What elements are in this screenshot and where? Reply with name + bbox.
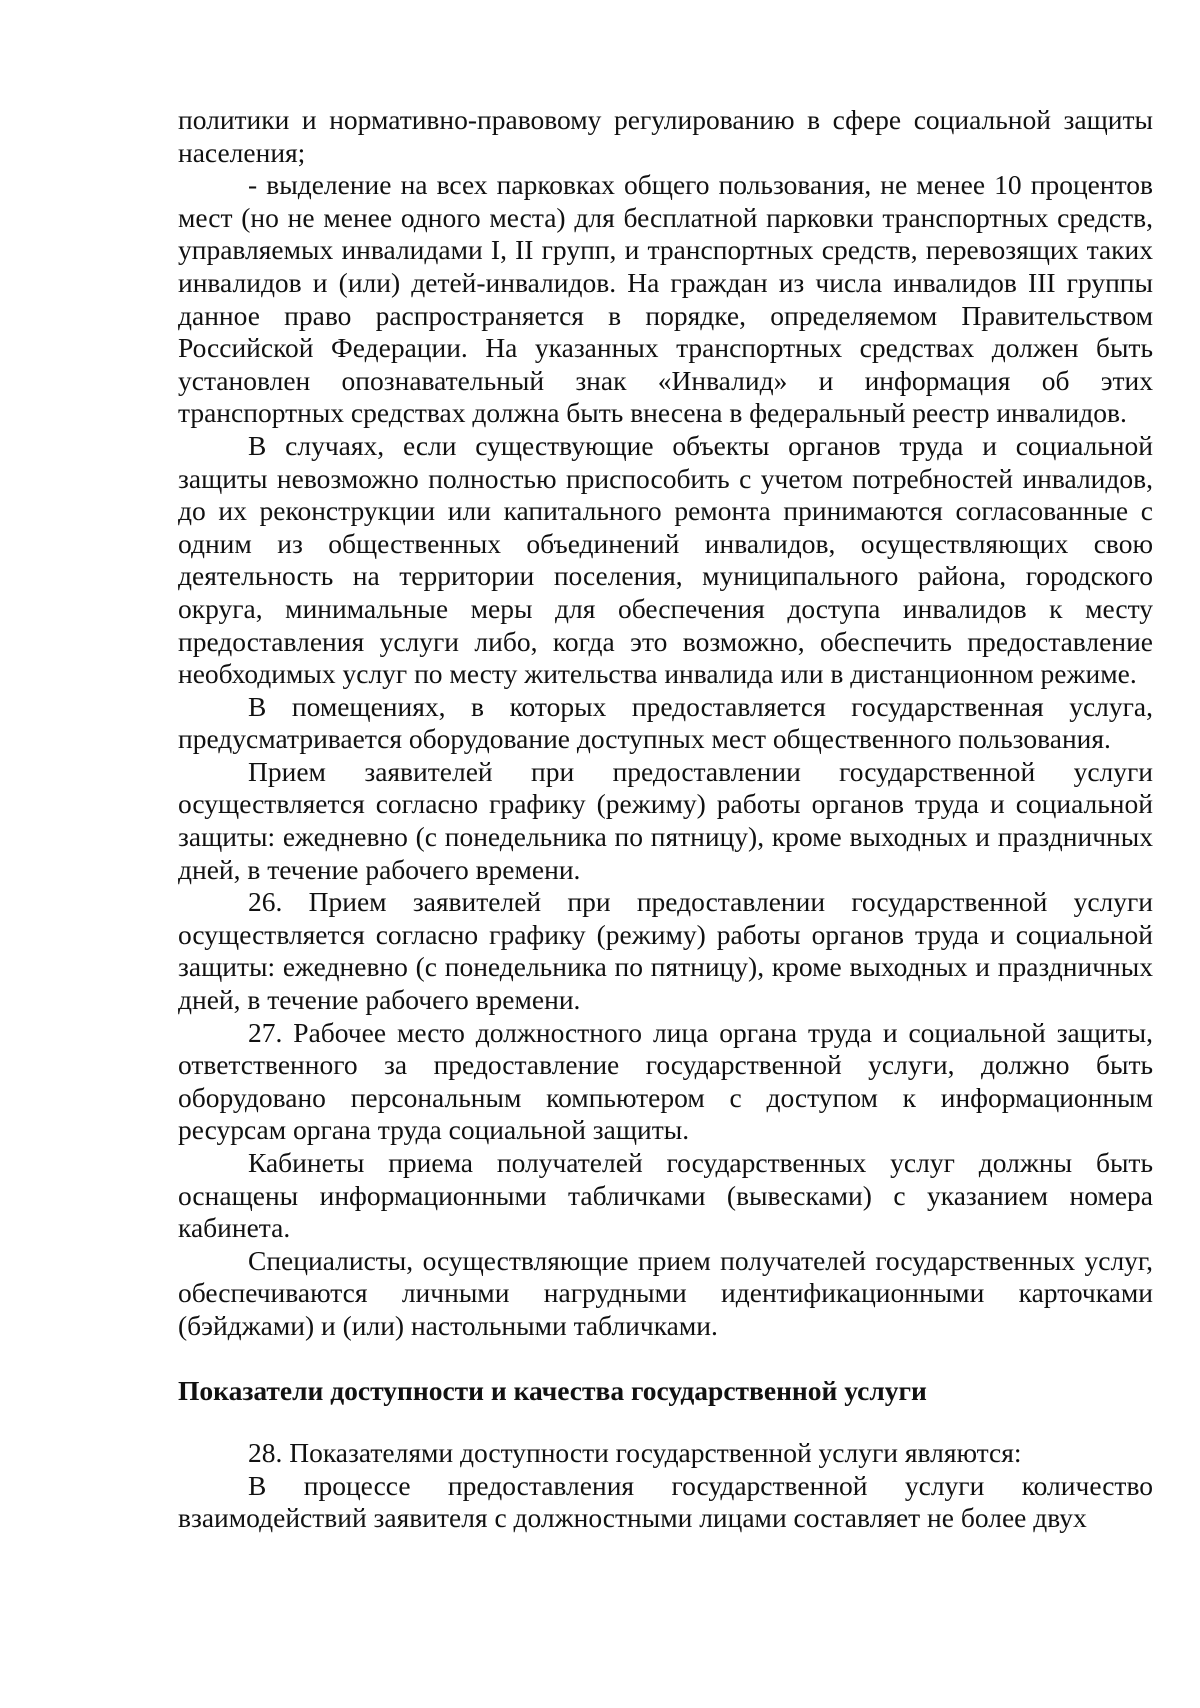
paragraph-public-places: В помещениях, в которых предоставляется государственная услуга, предусматривается оборудование доступных мест общественного пользования.	[178, 690, 1153, 755]
paragraph-item-27: 27. Рабочее место должностного лица органа труда и социальной защиты, ответственного за предоставление государственной услуги, должно быть оборудовано персональным компьютером с доступом к информационным ресурсам органа труда социальной защиты.	[178, 1016, 1153, 1146]
paragraph-parking: - выделение на всех парковках общего пользования, не менее 10 процентов мест (но не менее одного места) для бесплатной парковки транспортных средств, управляемых инвалидами I, II групп, и транспортных средств, перевозящих таких инвалидов и (или) детей-инвалидов. На граждан из числа инвалидов III группы данное право распространяется в порядке, определяемом Правительством Российской Федерации. На указанных транспортных средствах должен быть установлен опознавательный знак «Инвалид» и информация об этих транспортных средствах должна быть внесена в федеральный реестр инвалидов.	[178, 169, 1153, 429]
document-body	[178, 104, 1153, 1535]
paragraph-office-signs: Кабинеты приема получателей государственных услуг должны быть оснащены информационными табличками (вывесками) с указанием номера кабинета.	[178, 1147, 1153, 1244]
paragraph-interactions: В процессе предоставления государственной услуги количество взаимодействий заявителя с должностными лицами составляет не более двух	[178, 1469, 1153, 1534]
section-heading: Показатели доступности и качества государственной услуги	[178, 1374, 927, 1406]
paragraph-continuation: политики и нормативно-правовому регулированию в сфере социальной защиты населения;	[178, 104, 1153, 168]
paragraph-specialist-badges: Специалисты, осуществляющие прием получателей государственных услуг, обеспечиваются личными нагрудными идентификационными карточками (бэйджами) и (или) настольными табличками.	[178, 1244, 1153, 1341]
paragraph-accessibility-measures: В случаях, если существующие объекты органов труда и социальной защиты невозможно полностью приспособить с учетом потребностей инвалидов, до их реконструкции или капитального ремонта принимаются согласованные с одним из общественных объединений инвалидов, осуществляющих свою деятельность на территории поселения, муниципального района, городского округа, минимальные меры для обеспечения доступа инвалидов к месту предоставления услуги либо, когда это возможно, обеспечить предоставление необходимых услуг по месту жительства инвалида или в дистанционном режиме.	[178, 429, 1153, 690]
paragraph-item-26: 26. Прием заявителей при предоставлении государственной услуги осуществляется согласно графику (режиму) работы органов труда и социальной защиты: ежедневно (с понедельника по пятницу), кроме выходных и праздничных дней, в течение рабочего времени.	[178, 886, 1153, 1016]
paragraph-reception-schedule: Прием заявителей при предоставлении государственной услуги осуществляется согласно графику (режиму) работы органов труда и социальной защиты: ежедневно (с понедельника по пятницу), кроме выходных и праздничных дней, в течение рабочего времени.	[178, 755, 1153, 885]
paragraph-item-28: 28. Показателями доступности государственной услуги являются:	[248, 1437, 1022, 1469]
